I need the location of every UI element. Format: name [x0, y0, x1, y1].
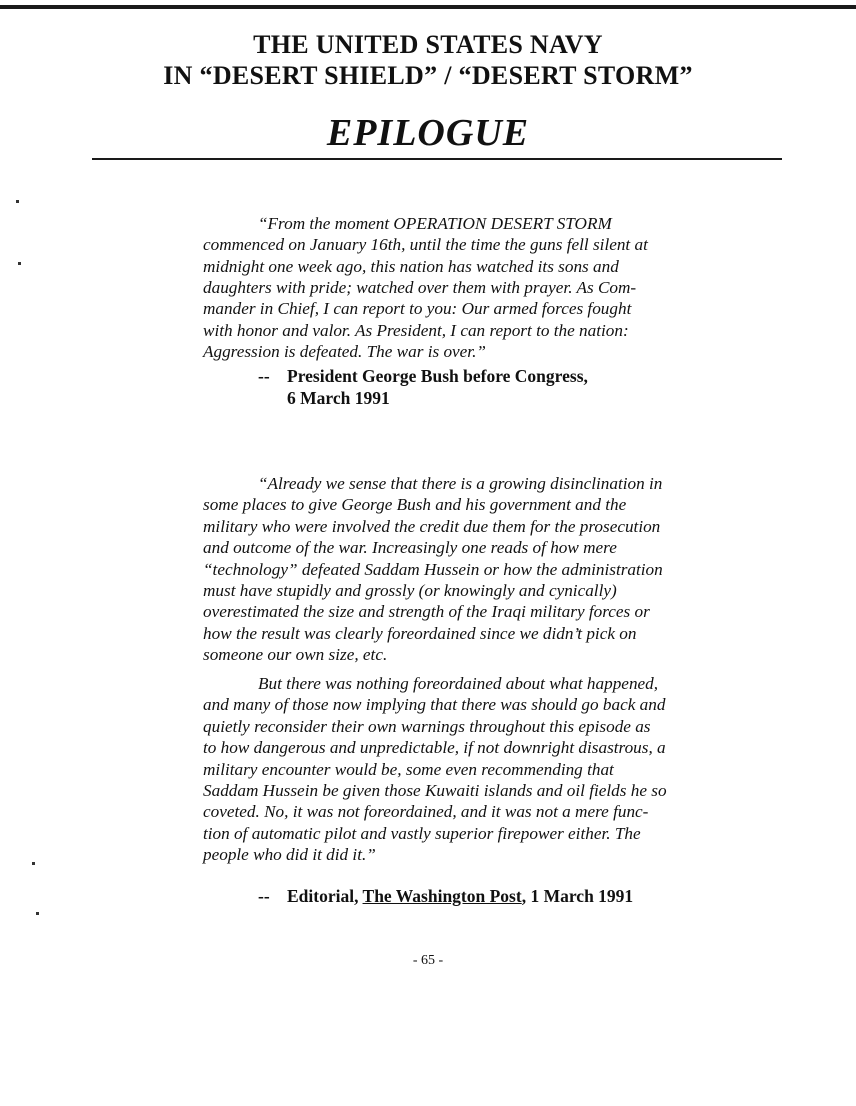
page-number: - 65 - [412, 953, 444, 968]
top-rule [0, 5, 856, 9]
text-line: coveted. No, it was not foreordained, and it was not a mere func- [203, 802, 649, 822]
editorial-attribution [287, 886, 633, 906]
text-line: must have stupidly and grossly (or knowingly and cynically) [203, 581, 617, 600]
attribution-prefix: Editorial, [287, 886, 363, 906]
text-line: some places to give George Bush and his government and the [203, 495, 627, 515]
text-line: military who were involved the credit due them for the prosecution [203, 516, 661, 536]
text-line: midnight one week ago, this nation has watched its sons and [203, 256, 619, 276]
text-line: commenced on January 16th, until the time the guns fell silent at [203, 235, 648, 255]
text-line: But there was nothing foreordained about what happened, [258, 674, 659, 693]
text-line: “technology” defeated Saddam Hussein or how the administration [203, 559, 663, 579]
text-line: people who did it did it.” [203, 845, 376, 865]
text-line: overestimated the size and strength of the Iraqi military forces or [203, 602, 650, 622]
title-rule [92, 158, 782, 160]
text-line: quietly reconsider their own warnings throughout this episode as [203, 716, 651, 736]
attribution-date: , 1 March 1991 [521, 886, 634, 906]
section-title: EPILOGUE [326, 112, 530, 154]
text-line: and outcome of the war. Increasingly one reads of how mere [203, 538, 617, 558]
text-line: “Already we sense that there is a growing disinclination in [258, 474, 663, 493]
text-line: military encounter would be, some even recommending that [203, 759, 614, 779]
bush-attribution-line-1: President George Bush before Congress, [287, 366, 588, 386]
text-line: to how dangerous and unpredictable, if not downright disastrous, a [203, 738, 666, 758]
source-title: The Washington Post [362, 886, 522, 906]
title-line-1: THE UNITED STATES NAVY [253, 30, 603, 59]
scan-artifact [36, 912, 39, 915]
scan-artifact [16, 200, 19, 203]
title-line-2: IN “DESERT SHIELD” / “DESERT STORM” [163, 61, 693, 90]
text-line: tion of automatic pilot and vastly superior firepower either. The [203, 823, 641, 843]
text-line: Aggression is defeated. The war is over.” [203, 341, 486, 361]
attribution-dash: -- [258, 366, 270, 386]
text-line: and many of those now implying that there was should go back and [203, 695, 666, 715]
text-line: “From the moment OPERATION DESERT STORM [258, 214, 612, 233]
text-line: someone our own size, etc. [203, 645, 388, 665]
text-line: mander in Chief, I can report to you: Our armed forces fought [203, 299, 632, 319]
text-line: how the result was clearly foreordained since we didn’t pick on [203, 623, 637, 643]
attribution-dash: -- [258, 886, 270, 906]
text-line: Saddam Hussein be given those Kuwaiti islands and oil fields he so [203, 781, 667, 800]
text-line: with honor and valor. As President, I can report to the nation: [203, 320, 629, 340]
scan-artifact [32, 862, 35, 865]
scan-artifact [18, 262, 21, 265]
text-line: daughters with pride; watched over them with prayer. As Com- [203, 277, 637, 297]
bush-attribution-line-2: 6 March 1991 [287, 388, 390, 408]
